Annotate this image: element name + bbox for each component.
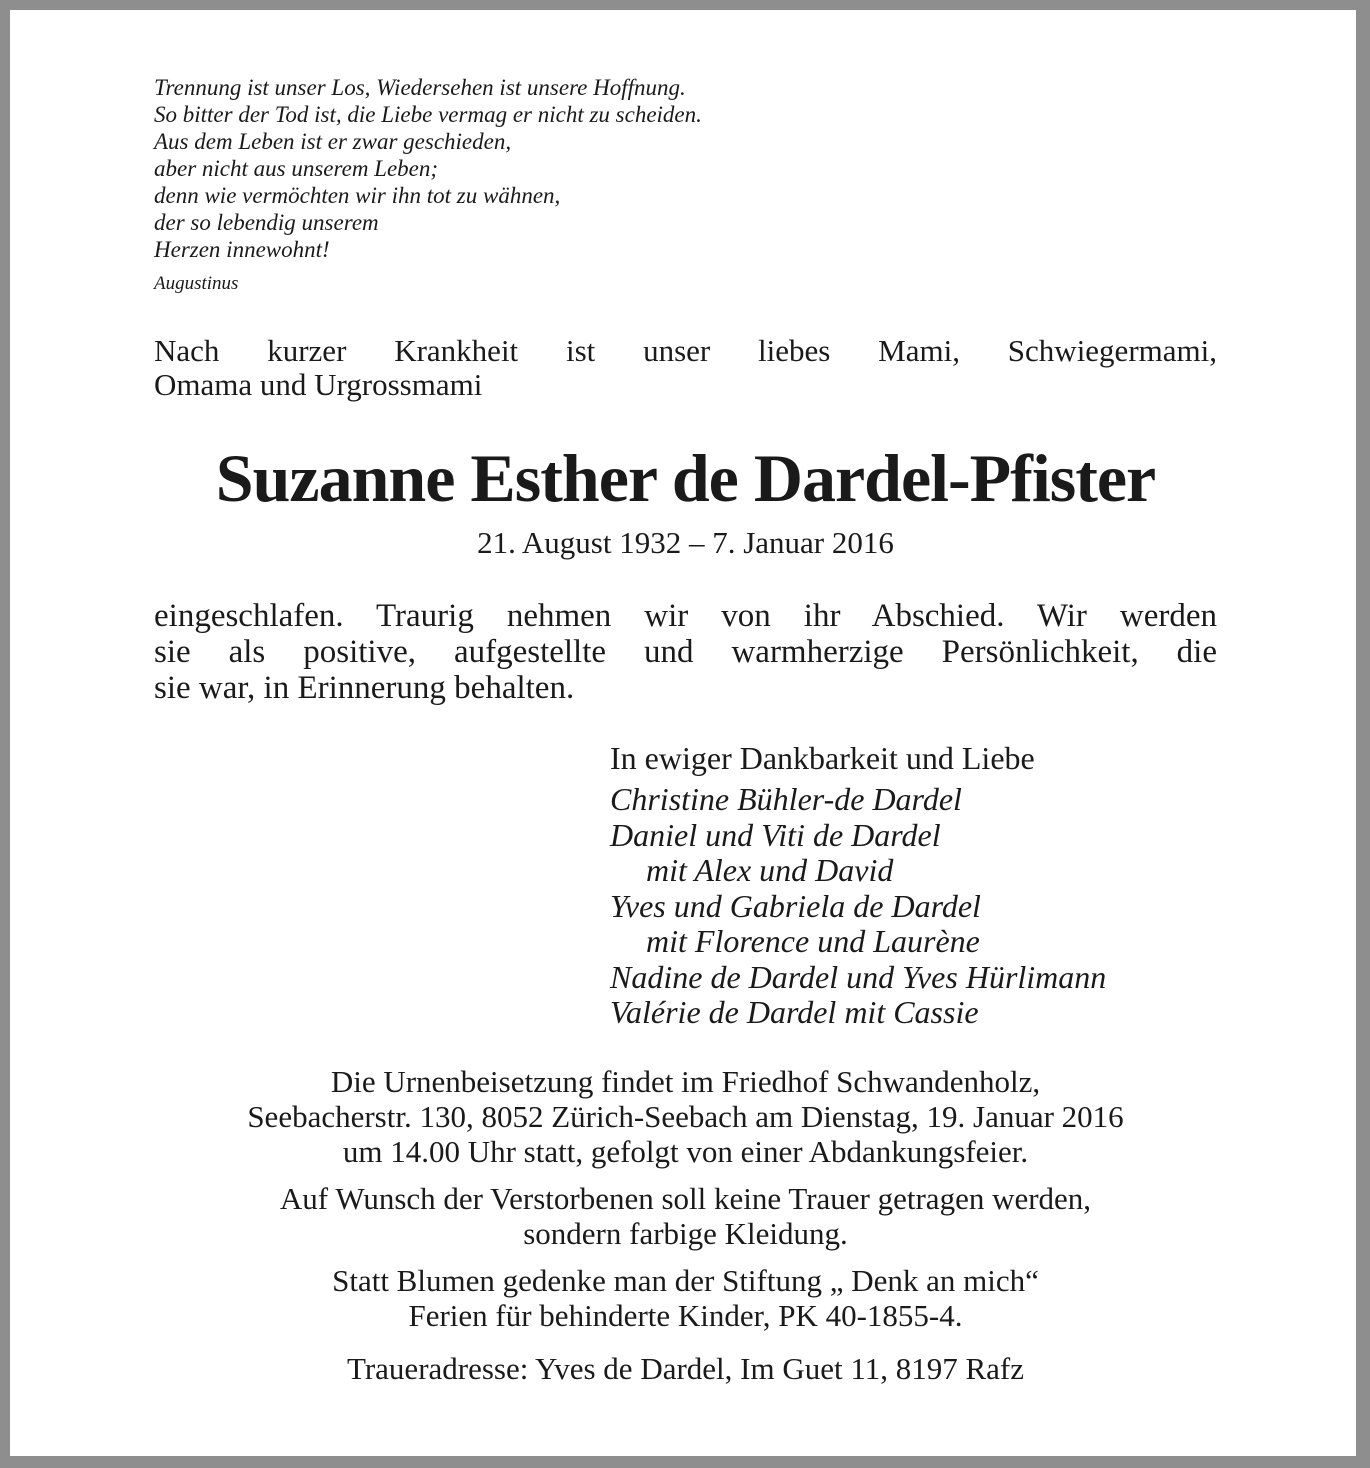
intro-line: Nach kurzer Krankheit ist unser liebes Mami, Schwiegermami,	[154, 333, 1217, 368]
life-dates: 21. August 1932 – 7. Januar 2016	[477, 525, 894, 560]
signatures	[610, 740, 1106, 1031]
donation-notice	[154, 1263, 1217, 1333]
notice-line: Ferien für behinderte Kinder, PK 40-1855-4.	[408, 1298, 963, 1333]
notice-line: Auf Wunsch der Verstorbenen soll keine Trauer getragen werden,	[279, 1181, 1092, 1216]
body-line: sie als positive, aufgestellte und warmherzige Persönlichkeit, die	[154, 634, 1217, 670]
notices	[154, 1064, 1217, 1386]
notice-line: um 14.00 Uhr statt, gefolgt von einer Abdankungsfeier.	[342, 1134, 1029, 1169]
signature-name: mit Florence und Laurène	[646, 923, 980, 959]
signature-name: Yves und Gabriela de Dardel	[610, 887, 981, 924]
intro-line: Omama und Urgrossmami	[154, 367, 483, 402]
clothing-notice	[154, 1181, 1217, 1251]
signature-name: Nadine de Dardel und Yves Hürlimann	[610, 958, 1107, 995]
body-text	[154, 598, 1217, 706]
motto-line: aber nicht aus unserem Leben;	[154, 156, 439, 181]
signature-name: Christine Bühler-de Dardel	[610, 781, 962, 817]
motto-line: denn wie vermöchten wir ihn tot zu wähnen,	[154, 183, 561, 208]
motto-line: Trennung ist unser Los, Wiedersehen ist unsere Hoffnung.	[154, 75, 686, 100]
burial-notice	[154, 1064, 1217, 1169]
intro-text	[154, 334, 1217, 402]
motto-line: Herzen innewohnt!	[154, 237, 330, 262]
mourning-address: Traueradresse: Yves de Dardel, Im Guet 11, 8197 Rafz	[347, 1351, 1024, 1386]
motto-quote	[154, 74, 702, 295]
notice-line: Statt Blumen gedenke man der Stiftung „ Denk an mich“	[332, 1263, 1039, 1298]
obituary-page	[10, 10, 1356, 1456]
notice-line: Die Urnenbeisetzung findet im Friedhof Schwandenholz,	[330, 1064, 1041, 1099]
deceased-name: Suzanne Esther de Dardel-Pfister	[215, 440, 1156, 516]
motto-line: Aus dem Leben ist er zwar geschieden,	[154, 129, 512, 154]
notice-line: sondern farbige Kleidung.	[523, 1216, 848, 1251]
signature-name: Valérie de Dardel mit Cassie	[610, 994, 979, 1030]
body-line: eingeschlafen. Traurig nehmen wir von ihr Abschied. Wir werden	[154, 598, 1217, 634]
notice-line: Seebacherstr. 130, 8052 Zürich-Seebach am Dienstag, 19. Januar 2016	[247, 1099, 1124, 1134]
signature-name: mit Alex und David	[646, 852, 894, 888]
motto-line: der so lebendig unserem	[154, 210, 379, 235]
motto-author: Augustinus	[154, 273, 239, 294]
signatures-heading: In ewiger Dankbarkeit und Liebe	[610, 740, 1035, 776]
motto-line: So bitter der Tod ist, die Liebe vermag er nicht zu scheiden.	[154, 102, 702, 127]
signature-name: Daniel und Viti de Dardel	[610, 816, 941, 853]
body-line: sie war, in Erinnerung behalten.	[154, 670, 575, 706]
